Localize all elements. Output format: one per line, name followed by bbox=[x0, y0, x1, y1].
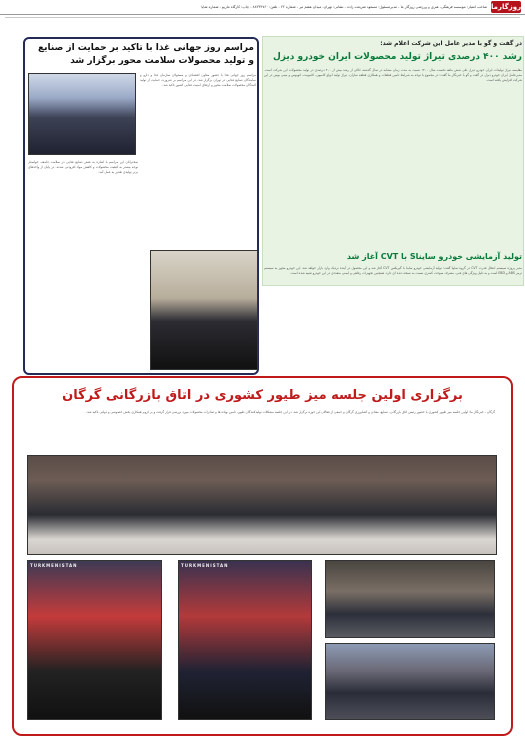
speaker-photo-2 bbox=[178, 560, 312, 720]
audience-photo-2 bbox=[325, 643, 495, 720]
header-rule bbox=[5, 17, 520, 18]
panel-table-photo bbox=[27, 455, 497, 555]
banner-text: TURKMENISTAN bbox=[30, 563, 78, 568]
article-bottom-title: برگزاری اولین جلسه میز طیور کشوری در اتاق بازرگانی گرگان bbox=[62, 388, 463, 403]
audience-photo-1 bbox=[325, 560, 495, 638]
article-left-title: مراسم روز جهانی غذا با تاکید بر حمایت از صنایع و تولید محصولات سلامت محور برگزار شد bbox=[38, 43, 254, 66]
award-ceremony-photo bbox=[150, 250, 258, 370]
article-bottom-body: گرگان - خبرنگار ما: اولین جلسه میز طیور کشوری با حضور رئیس اتاق بازرگانی، صنایع، معادن و کشاورزی گرگان و جمعی از فعالان این حوزه برگزار شد. در این جلسه مشکلات تولیدکنندگان طیور، تامین نهاده ها و صادرات محصولات مورد بررسی قرار گرفت و بر لزوم همکاری بخش خصوصی و دولتی تاکید شد. bbox=[86, 410, 495, 414]
speaker-photo-1 bbox=[27, 560, 162, 720]
article-left-body-a: مراسم روز جهانی غذا با حضور معاون اقتصادی و مسئولان سازمان غذا و دارو و نمایندگان صنایع غذایی در تهران برگزار شد. در این مراسم بر ضرورت حمایت از تولید کنندگان محصولات سلامت محور و ارتقای امنیت غذایی کشور تاکید شد. bbox=[140, 73, 256, 87]
article-cvt-body: مدیر پروژه سیستم انتقال قدرت CVT در گروه سایپا گفت: تولید آزمایشی خودرو ساینا با گیربکس CVT آغاز شد و این محصول در آینده نزدیک وارد بازار خواهد شد. این خودرو مجهز به سیستم ترمز ABS و EBD است و به دلیل ویژگی های فنی، مصرف سوخت کمتری نسبت به نسخه دنده ای دارد. همچنین تجهیزات رفاهی و ایمنی متعددی در این خودرو تعبیه شده است. bbox=[264, 266, 522, 275]
article-right-title: رشد ۴۰۰ درصدی تیراژ تولید محصولات ایران خودرو دیزل bbox=[272, 52, 522, 62]
article-left-body-b: سخنرانان این مراسم با اشاره به نقش صنایع غذایی در سلامت جامعه، خواستار توجه بیشتر به کیفیت محصولات و کاهش مواد افزودنی شدند. در پایان از واحدهای برتر تولیدی تقدیر به عمل آمد. bbox=[28, 160, 138, 174]
conference-hall-photo bbox=[28, 73, 136, 155]
masthead-info: صاحب امتیاز: موسسه فرهنگی، هنری و ورزشی روزگار ما - مدیرمسئول: مسعود شریعت زاده - نشانی: تهران، میدان هفتم تیر - شماره ۲۲ - تلفن: ۸۸۳۴۴۷۶۰ - چاپ: کارگاه ماریو - شماره شاپا bbox=[201, 5, 487, 9]
article-cvt-title: تولید آزمایشی خودرو سایناS با CVT آغاز شد bbox=[346, 252, 522, 261]
newspaper-logo: روزگارما bbox=[491, 3, 522, 11]
article-right-kicker: در گفت و گو با مدیر عامل این شرکت اعلام شد: bbox=[380, 40, 522, 47]
article-right-body: مقایسه تیراژ تولیدات ایران خودرو دیزل طی شش ماهه نخست سال ۱۴۰۰ نسبت به مدت زمان مشابه در سال گذشته حاکی از رشد بیش از ۴۰۰ درصدی در تولید محصولات این شرکت است. مدیرعامل ایران خودرو دیزل در گفت و گو با خبرنگار ما گفت: در مجموع با توجه به شرایط تامین قطعات و همکاری قطعه سازان، تیراژ تولید انواع کامیون، کامیونت، اتوبوس و مینی بوس در این شرکت افزایش یافته است. bbox=[264, 68, 522, 82]
banner-text: TURKMENISTAN bbox=[181, 563, 229, 568]
